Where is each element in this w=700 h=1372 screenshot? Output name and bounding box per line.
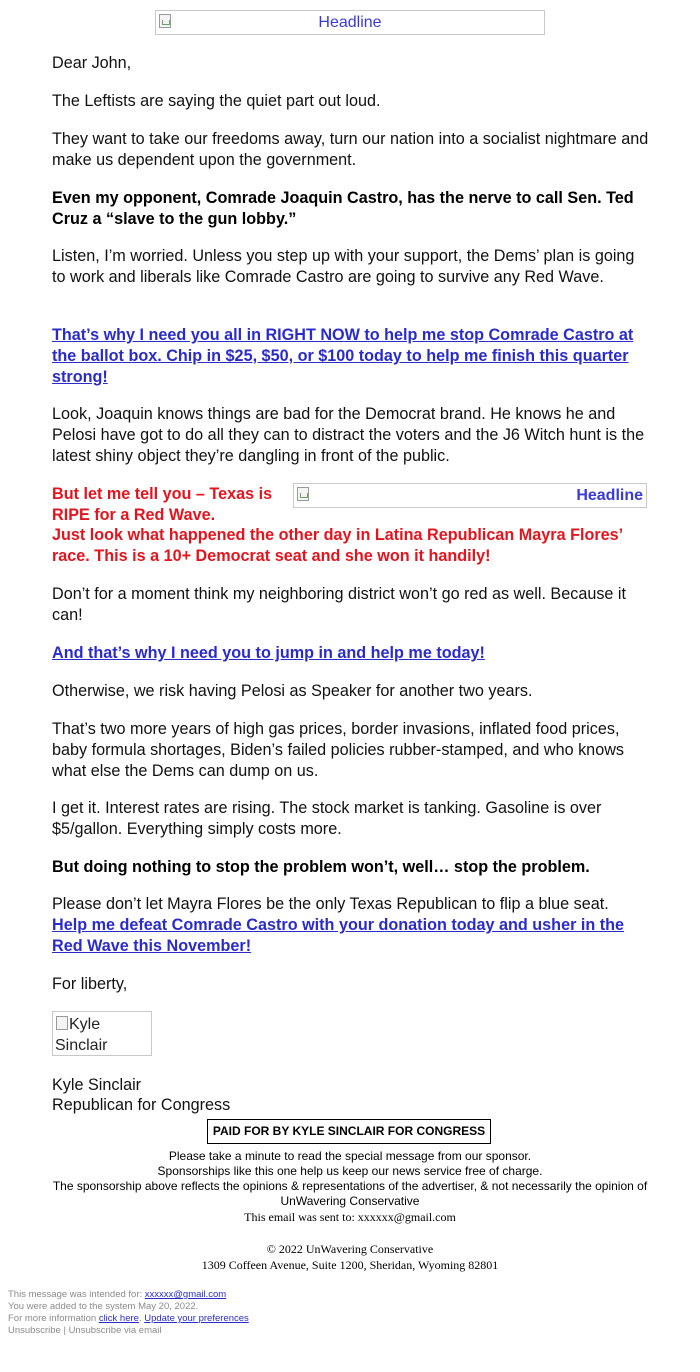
- broken-image-icon: [297, 487, 309, 501]
- broken-image-icon: [159, 14, 171, 28]
- paragraph-2: They want to take our freedoms away, turn our nation into a socialist nightmare and make us dependent upon the government.: [52, 130, 649, 169]
- footer-sep: .: [138, 1313, 145, 1324]
- paragraph-5: Look, Joaquin knows things are bad for the Democrat brand. He knows he and Pelosi have got to do all they can to distract the voters and the J6 Witch hunt is the latest shiny object they’re dangling in front of the public.: [52, 405, 645, 465]
- unsubscribe-email-link[interactable]: Unsubscribe via email: [68, 1325, 162, 1336]
- click-here-link[interactable]: click here: [98, 1313, 139, 1324]
- donate-link-3[interactable]: Help me defeat Comrade Castro with your donation today and usher in the Red Wave this November!: [52, 916, 625, 955]
- donate-link-2[interactable]: And that’s why I need you to jump in and help me today!: [52, 644, 485, 662]
- postal-address: 1309 Coffeen Avenue, Suite 1200, Sheridan, Wyoming 82801: [201, 1258, 499, 1272]
- greeting: Dear John,: [52, 54, 132, 72]
- inline-headline-image-alt: Headline: [576, 487, 643, 504]
- inline-headline-image[interactable]: [293, 483, 647, 508]
- paragraph-7: Otherwise, we risk having Pelosi as Speaker for another two years.: [52, 682, 533, 700]
- footer-email-link[interactable]: xxxxxx@gmail.com: [144, 1289, 227, 1300]
- footer-intended: [8, 1289, 226, 1301]
- sender-name: Kyle Sinclair: [52, 1076, 142, 1094]
- headline-image[interactable]: [155, 10, 545, 35]
- footer-pipe: |: [60, 1325, 69, 1336]
- red-callout-1: But let me tell you – Texas is RIPE for a Red Wave.: [52, 485, 273, 524]
- signature-image-alt: Kyle Sinclair: [55, 1016, 108, 1054]
- sponsor-line-1: Please take a minute to read the special message from our sponsor.: [168, 1149, 532, 1163]
- donate-link-2-wrap: [52, 643, 652, 664]
- paragraph-11: Please don’t let Mayra Flores be the only Texas Republican to flip a blue seat.: [52, 895, 609, 913]
- sponsor-line-3: The sponsorship above reflects the opinions & representations of the advertiser, & not necessarily the opinion of UnWavering Conservative: [52, 1179, 648, 1208]
- red-callout-2: Just look what happened the other day in Latina Republican Mayra Flores’ race. This is a 10+ Democrat seat and she won it handily!: [52, 526, 623, 565]
- sender-title: Republican for Congress: [52, 1096, 231, 1114]
- sent-to: This email was sent to: xxxxxx@gmail.com: [244, 1210, 456, 1224]
- update-preferences-link[interactable]: Update your preferences: [144, 1313, 249, 1324]
- paid-for-box: PAID FOR BY KYLE SINCLAIR FOR CONGRESS: [207, 1119, 491, 1144]
- unsubscribe-link[interactable]: Unsubscribe: [8, 1325, 61, 1336]
- donate-link-1[interactable]: That’s why I need you all in RIGHT NOW to help me stop Comrade Castro at the ballot box. Chip in $25, $50, or $100 today to help me finish this quarter strong!: [52, 326, 634, 386]
- footer-info: [8, 1313, 249, 1325]
- paragraph-9: I get it. Interest rates are rising. The stock market is tanking. Gasoline is over $5/gallon. Everything simply costs more.: [52, 799, 602, 838]
- footer-added: You were added to the system May 20, 2022.: [8, 1301, 199, 1312]
- footer-intended-label: This message was intended for:: [8, 1289, 145, 1300]
- paragraph-1: The Leftists are saying the quiet part out loud.: [52, 92, 381, 110]
- headline-image-alt: Headline: [318, 14, 382, 31]
- donate-link-3-wrap: [52, 915, 652, 957]
- paragraph-4: Listen, I’m worried. Unless you step up with your support, the Dems’ plan is going to work and liberals like Comrade Castro are going to survive any Red Wave.: [52, 247, 635, 286]
- copyright: © 2022 UnWavering Conservative: [266, 1242, 434, 1256]
- footer-unsubscribe: [8, 1325, 162, 1337]
- paragraph-8: That’s two more years of high gas prices, border invasions, inflated food prices, baby formula shortages, Biden’s failed policies rubber-stamped, and who knows what else the Dems can dump on us.: [52, 720, 624, 780]
- footer-info-label: For more information: [8, 1313, 99, 1324]
- closing: For liberty,: [52, 975, 128, 993]
- paragraph-3-bold: Even my opponent, Comrade Joaquin Castro, has the nerve to call Sen. Ted Cruz a “slave to the gun lobby.”: [52, 189, 634, 228]
- donate-link-1-wrap: [52, 325, 652, 388]
- paragraph-6: Don’t for a moment think my neighboring district won’t go red as well. Because it can!: [52, 585, 627, 624]
- paragraph-10-bold: But doing nothing to stop the problem won’t, well… stop the problem.: [52, 858, 590, 876]
- signature-image: [52, 1011, 152, 1056]
- sponsor-line-2: Sponsorships like this one help us keep our news service free of charge.: [157, 1164, 543, 1178]
